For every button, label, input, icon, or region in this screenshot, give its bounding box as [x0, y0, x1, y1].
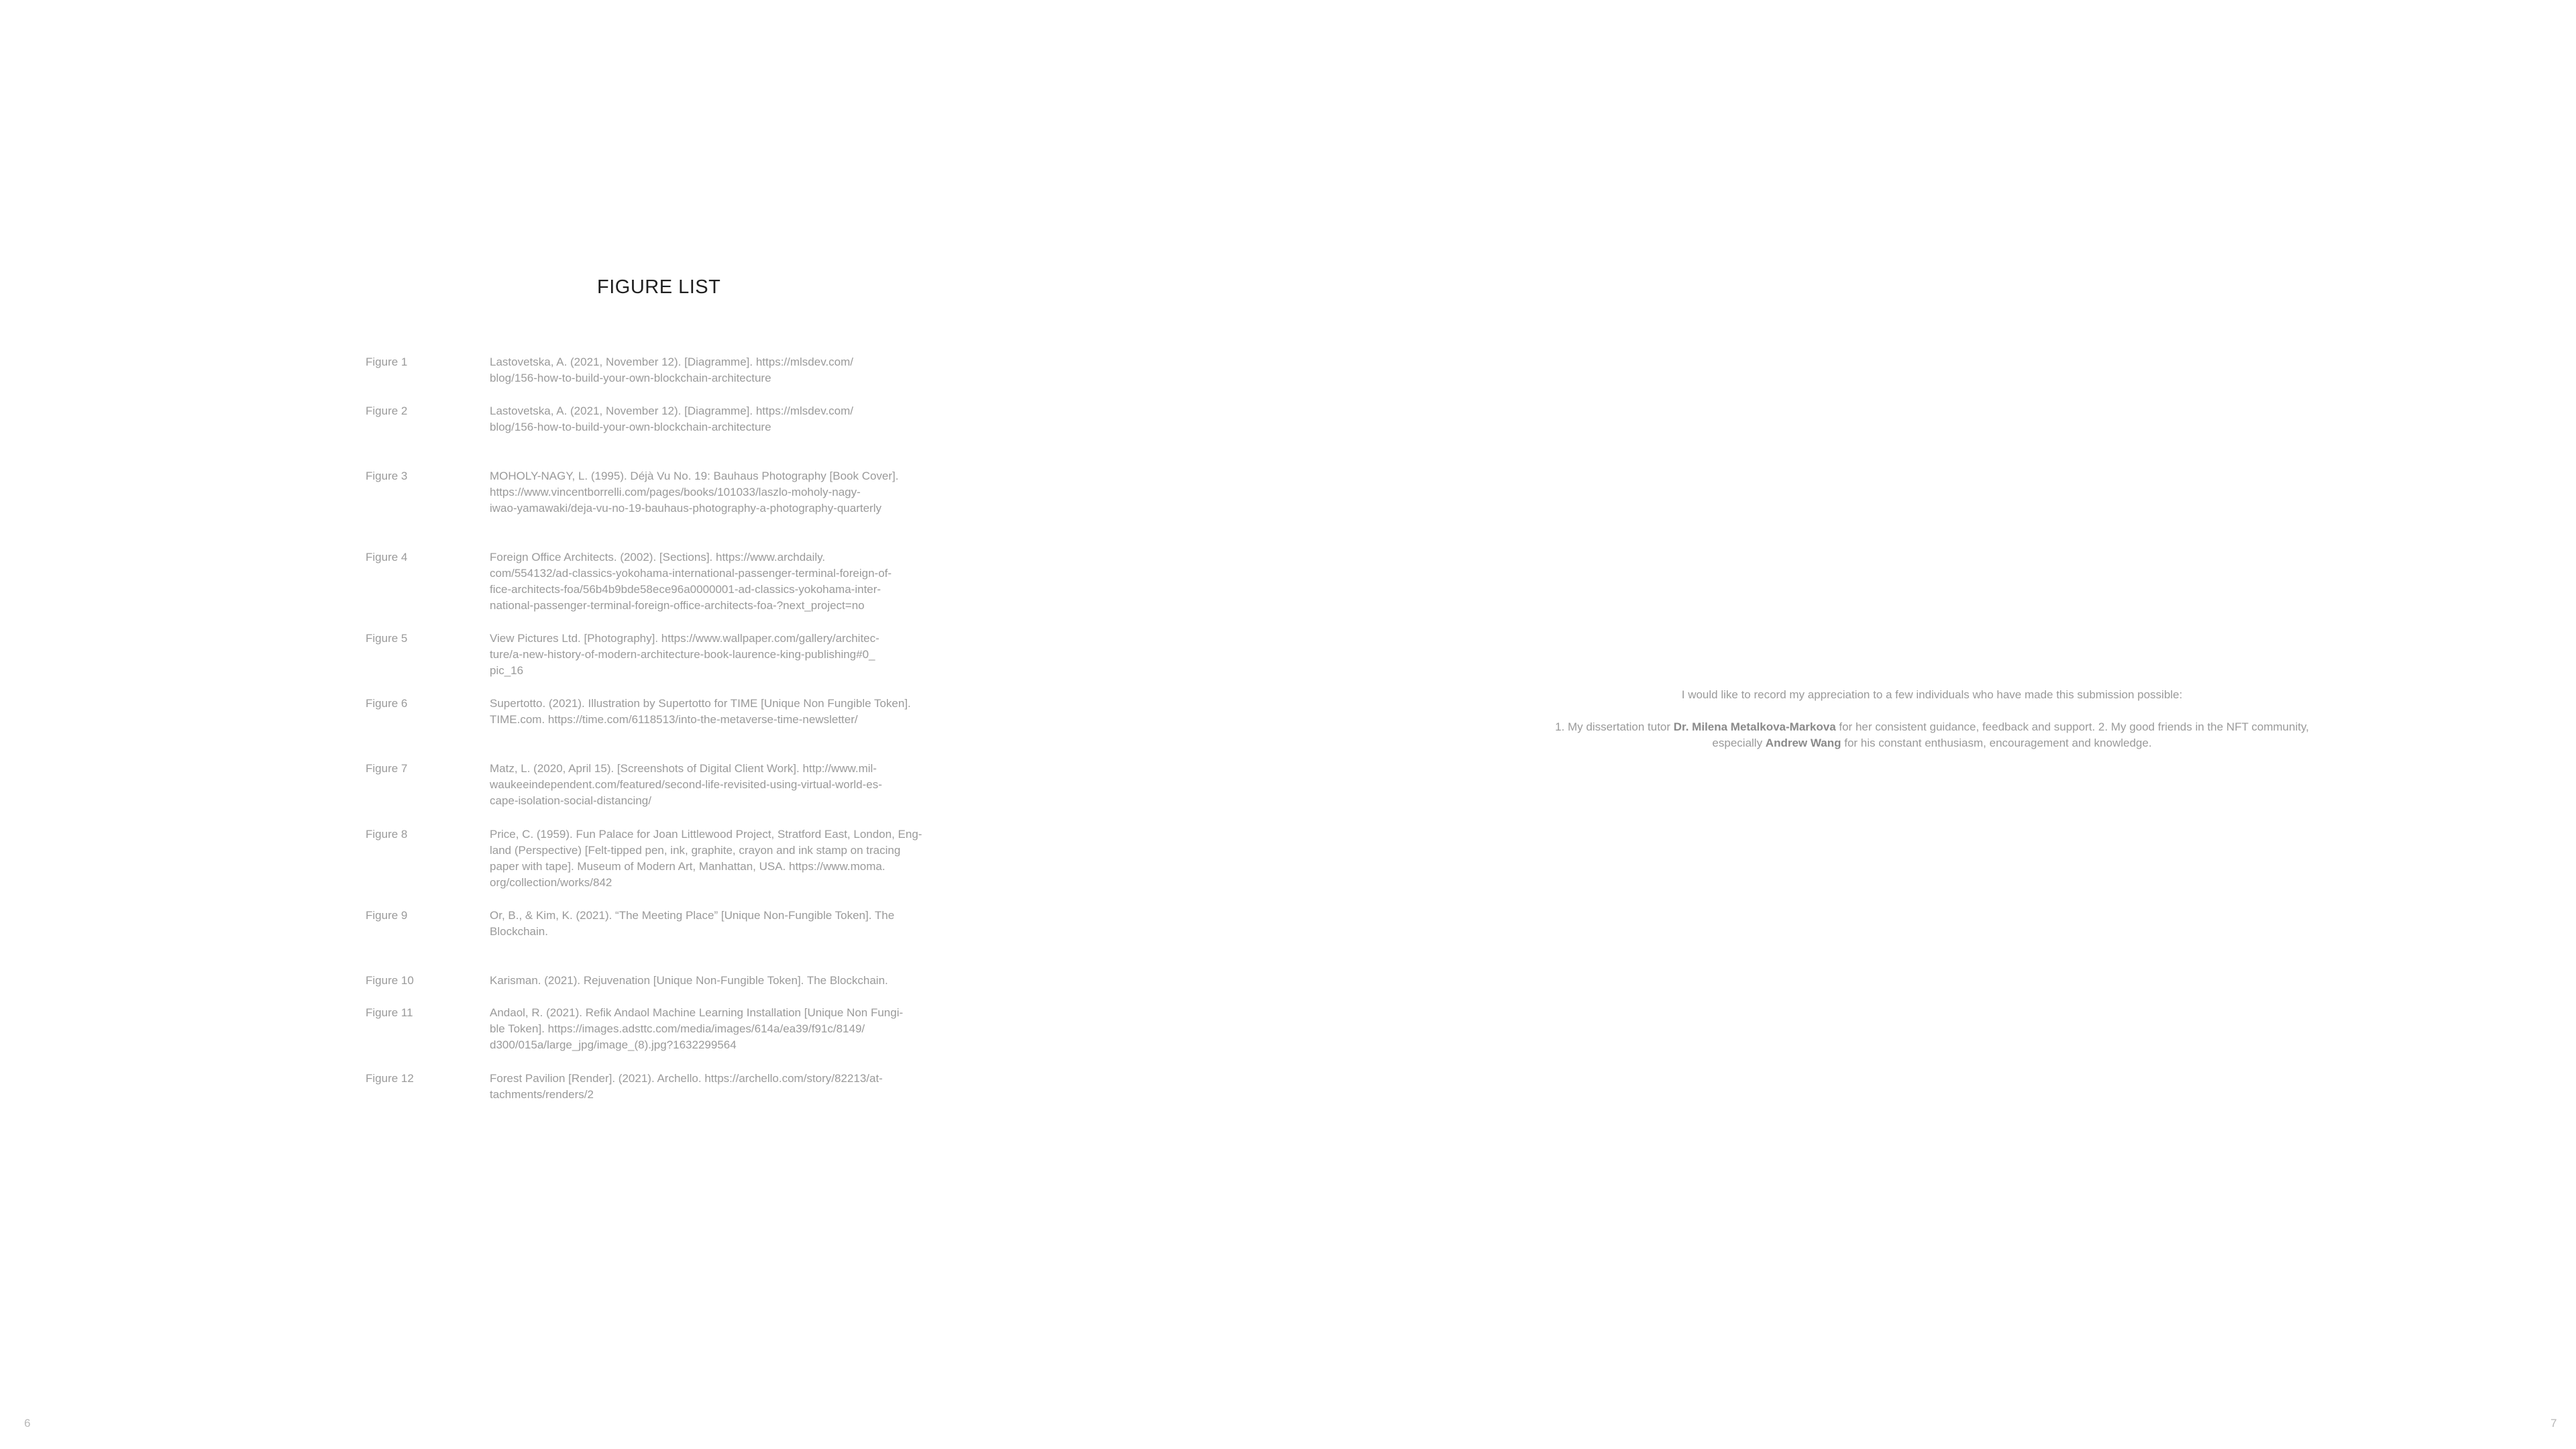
citation-line: tachments/renders/2	[490, 1088, 594, 1101]
citation-line: org/collection/works/842	[490, 876, 612, 889]
figure-label: Figure 8	[366, 828, 408, 841]
citation-line: Supertotto. (2021). Illustration by Supertotto for TIME [Unique Non Fungible Token].	[490, 697, 911, 710]
figure-citation	[490, 908, 946, 940]
citation-line: View Pictures Ltd. [Photography]. https://www.wallpaper.com/gallery/architec-	[490, 632, 879, 645]
citation-line: Karisman. (2021). Rejuvenation [Unique Non-Fungible Token]. The Blockchain.	[490, 974, 888, 987]
figure-citation	[490, 354, 946, 386]
citation-line: waukeeindependent.com/featured/second-life-revisited-using-virtual-world-es-	[490, 778, 882, 791]
citation-line: pic_16	[490, 664, 524, 677]
citation-line: ture/a-new-history-of-modern-architecture-book-laurence-king-publishing#0_	[490, 648, 875, 661]
acknowledgement-line-2-post: for his constant enthusiasm, encouragement and knowledge.	[1841, 737, 2152, 749]
citation-line: https://www.vincentborrelli.com/pages/books/101033/laszlo-moholy-nagy-	[490, 486, 861, 498]
figure-citation	[490, 761, 946, 809]
figure-label: Figure 9	[366, 909, 408, 922]
citation-line: ble Token]. https://images.adsttc.com/media/images/614a/ea39/f91c/8149/	[490, 1022, 865, 1035]
figure-label: Figure 4	[366, 551, 408, 564]
citation-line: d300/015a/large_jpg/image_(8).jpg?1632299564	[490, 1038, 737, 1051]
citation-line: fice-architects-foa/56b4b9bde58ece96a0000001-ad-classics-yokohama-inter-	[490, 583, 881, 596]
figure-citation	[490, 468, 946, 517]
figure-label: Figure 6	[366, 697, 408, 710]
figure-label: Figure 10	[366, 974, 414, 987]
page-number-right: 7	[2551, 1417, 2557, 1430]
figure-citation	[490, 696, 946, 728]
right-page	[1288, 0, 2576, 1449]
citation-line: blog/156-how-to-build-your-own-blockchain-architecture	[490, 372, 771, 384]
figure-label: Figure 12	[366, 1072, 414, 1085]
acknowledgement-block	[1516, 687, 2348, 751]
citation-line: Andaol, R. (2021). Refik Andaol Machine Learning Installation [Unique Non Fungi-	[490, 1006, 904, 1019]
acknowledgement-line-2-pre: especially	[1712, 737, 1766, 749]
citation-line: national-passenger-terminal-foreign-office-architects-foa-?next_project=no	[490, 599, 865, 612]
figure-citation	[490, 549, 946, 614]
citation-line: Forest Pavilion [Render]. (2021). Archello. https://archello.com/story/82213/at-	[490, 1072, 883, 1085]
citation-line: Or, B., & Kim, K. (2021). “The Meeting Place” [Unique Non-Fungible Token]. The	[490, 909, 895, 922]
figure-label: Figure 2	[366, 405, 408, 417]
citation-line: MOHOLY-NAGY, L. (1995). Déjà Vu No. 19: Bauhaus Photography [Book Cover].	[490, 470, 899, 482]
figure-label: Figure 1	[366, 356, 408, 368]
figure-label: Figure 3	[366, 470, 408, 482]
figure-citation	[490, 826, 946, 891]
figure-citation	[490, 1071, 946, 1103]
citation-line: Matz, L. (2020, April 15). [Screenshots of Digital Client Work]. http://www.mil-	[490, 762, 877, 775]
citation-line: paper with tape]. Museum of Modern Art, Manhattan, USA. https://www.moma.	[490, 860, 885, 873]
figure-citation	[490, 973, 946, 989]
citation-line: TIME.com. https://time.com/6118513/into-the-metaverse-time-newsletter/	[490, 713, 858, 726]
citation-line: Lastovetska, A. (2021, November 12). [Diagramme]. https://mlsdev.com/	[490, 356, 854, 368]
citation-line: Lastovetska, A. (2021, November 12). [Diagramme]. https://mlsdev.com/	[490, 405, 854, 417]
acknowledgement-intro: I would like to record my appreciation to a few individuals who have made this submission possible:	[1681, 688, 2183, 701]
citation-line: iwao-yamawaki/deja-vu-no-19-bauhaus-photography-a-photography-quarterly	[490, 502, 881, 515]
page-number-left: 6	[24, 1417, 31, 1430]
figure-label: Figure 7	[366, 762, 408, 775]
acknowledgement-line-1	[1516, 719, 2348, 735]
tutor-name: Dr. Milena Metalkova-Markova	[1673, 720, 1836, 733]
figure-label: Figure 11	[366, 1006, 413, 1019]
acknowledgement-line-2	[1516, 735, 2348, 751]
figure-citation	[490, 403, 946, 435]
citation-line: com/554132/ad-classics-yokohama-international-passenger-terminal-foreign-of-	[490, 567, 892, 580]
citation-line: cape-isolation-social-distancing/	[490, 794, 651, 807]
figure-list-title: FIGURE LIST	[597, 276, 721, 298]
citation-line: Blockchain.	[490, 925, 548, 938]
citation-line: blog/156-how-to-build-your-own-blockchain-architecture	[490, 421, 771, 433]
citation-line: Price, C. (1959). Fun Palace for Joan Littlewood Project, Stratford East, London, Eng-	[490, 828, 922, 841]
acknowledgement-line-1-post: for her consistent guidance, feedback and support. 2. My good friends in the NFT community,	[1835, 720, 2309, 733]
friend-name: Andrew Wang	[1765, 737, 1841, 749]
figure-citation	[490, 631, 946, 679]
figure-label: Figure 5	[366, 632, 408, 645]
figure-citation	[490, 1005, 946, 1053]
citation-line: Foreign Office Architects. (2002). [Sections]. https://www.archdaily.	[490, 551, 826, 564]
citation-line: land (Perspective) [Felt-tipped pen, ink, graphite, crayon and ink stamp on tracing	[490, 844, 901, 857]
acknowledgement-line-1-pre: 1. My dissertation tutor	[1555, 720, 1674, 733]
